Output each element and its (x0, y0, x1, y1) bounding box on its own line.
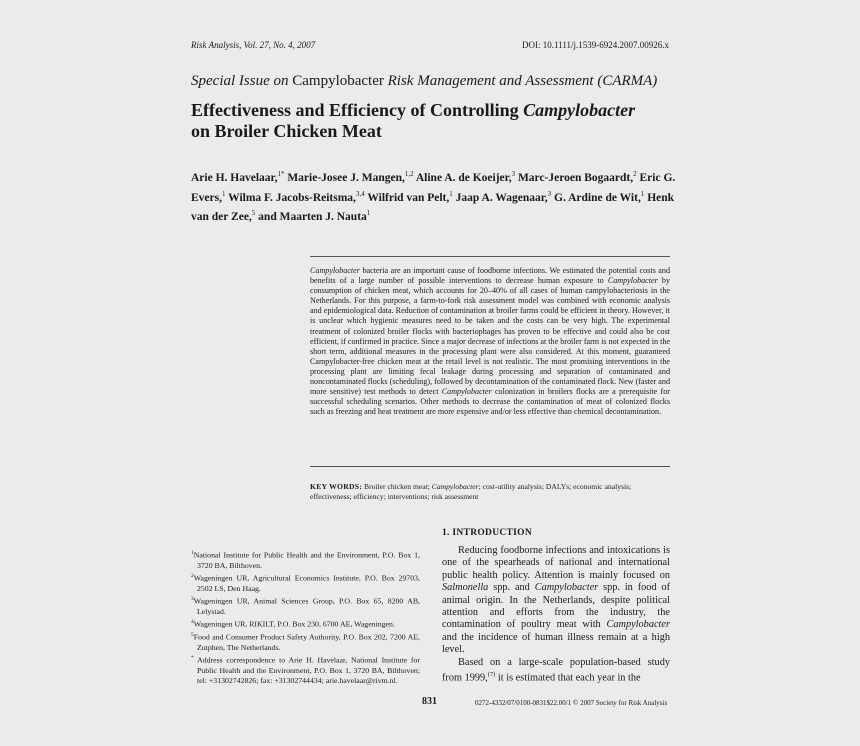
author-list (191, 166, 681, 225)
footnote: $^4$Wageningen UR, RIKILT, P.O. Box 230, 6700 AE, Wageningen. (191, 619, 395, 629)
introduction-body (442, 545, 670, 685)
author: Henk van der Zee,$^5$ (191, 191, 675, 224)
author: G. Ardine de Wit,$^1$ (554, 189, 645, 204)
copyright-line: 0272-4332/07/0100-0831$22.00/1 © 2007 Society for Risk Analysis (475, 699, 668, 707)
title-part-3: on Broiler Chicken Meat (191, 121, 382, 141)
author: Arie H. Havelaar,$^{1*}$ (191, 170, 285, 184)
title-part-2: Campylobacter (523, 100, 636, 120)
author: and Maarten J. Nauta$^1$ (258, 209, 371, 224)
special-issue-topic: Campylobacter (292, 73, 384, 89)
footnote: * Address correspondence to Arie H. Havelaar, National Institute for Public Health and the Environment, P.O. Box 1, 3720 BA, Bilthoven; tel: +31302742826; fax: +31302744434; arie.havelaar@rivm.nl. (191, 654, 420, 685)
abstract-bottom-rule (310, 466, 670, 467)
affiliation-footnotes (191, 548, 420, 686)
introduction-heading: 1. INTRODUCTION (442, 528, 533, 538)
page-number: 831 (422, 696, 437, 707)
footnote: $^3$Wageningen UR, Animal Sciences Group, P.O. Box 65, 8200 AB, Lelystad. (191, 596, 420, 616)
title-part-1: Effectiveness and Efficiency of Controlling (191, 100, 524, 120)
author: Marie-Josee J. Mangen,$^{1,2}$ (287, 170, 414, 184)
special-issue-suffix: Risk Management and Assessment (CARMA) (383, 73, 658, 89)
introduction-paragraph: Based on a large-scale population-based study from 1999,$^{(7)}$ it is estimated that each year in the (442, 656, 670, 684)
abstract-top-rule (310, 256, 670, 257)
doi-text: DOI: 10.1111/j.1539-6924.2007.00926.x (522, 40, 669, 50)
author: Marc-Jeroen Bogaardt,$^2$ (517, 170, 637, 184)
author: Jaap A. Wagenaar,$^3$ (455, 189, 552, 204)
footnote: $^5$Food and Consumer Product Safety Authority, P.O. Box 202, 7200 AE, Zutphen, The Netherlands. (191, 631, 420, 652)
abstract: Campylobacter bacteria are an important cause of foodborne infections. We estimated the potential costs and benefits of a large number of possible interventions to decrease human exposure to Campylobacter by consumption of chicken meat, which accounts for 20–40% of all cases of human campylobacteriosis in the Netherlands. For this purpose, a farm-to-fork risk assessment model was combined with economic analysis and epidemiological data. Reduction of contamination at broiler farms could be efficient in theory. However, it is unclear which hygienic measures need to be taken and the costs can be very high. The experimental treatment of colonized broiler flocks with bacteriophages has proven to be effective and could also be cost efficient, if confirmed in practice. Since a major decrease of infections at the broiler farm is not expected in the short term, additional measures in the processing plant were also considered. At this moment, guaranteed Campylobacter-free chicken meat at the retail level is not realistic. The most promising interventions in the processing plant are limiting fecal leakage during processing and separation of contaminated and noncontaminated flocks (scheduling), followed by decontamination of the contaminated flock. New (faster and more sensitive) test methods to detect Campylobacter colonization in broilers flocks are a prerequisite for successful scheduling scenarios. Other methods to decrease the contamination of meat of colonized flocks such as freezing and heat treatment are more expensive and/or less effective than chemical decontamination. (310, 266, 670, 417)
footnote: $^1$National Institute for Public Health and the Environment, P.O. Box 1, 3720 BA, Bilthoven. (191, 550, 420, 570)
author: Wilfrid van Pelt,$^1$ (367, 189, 453, 204)
paper-title (191, 100, 691, 142)
author: Aline A. de Koeijer,$^3$ (415, 170, 516, 184)
keywords: KEY WORDS: Broiler chicken meat; Campylobacter; cost-utility analysis; DALYs; economic analysis; effectiveness; efficiency; interventions; risk assessment (310, 482, 632, 501)
author: Eric G. Evers,$^1$ (191, 171, 676, 204)
abstract-lead: Campylobacter (310, 266, 360, 275)
footnote: $^2$Wageningen UR, Agricultural Economics Institute, P.O. Box 29703, 2502 LS, Den Haag. (191, 573, 420, 593)
citation-ref: (7) (487, 671, 496, 679)
journal-running-head: Risk Analysis, Vol. 27, No. 4, 2007 (191, 40, 316, 50)
special-issue-line (191, 73, 657, 90)
keywords-label: KEY WORDS: (310, 482, 363, 491)
author: Wilma F. Jacobs-Reitsma,$^{3,4}$ (228, 189, 365, 204)
introduction-paragraph: Reducing foodborne infections and intoxications is one of the spearheads of national and international public health policy. Attention is mainly focused on Salmonella spp. and Campylobacter spp. in food of animal origin. In the Netherlands, despite political attention and efforts from the industry, the contamination of poultry meat with Campylobacter and the incidence of human illness remain at a high level. (442, 545, 671, 656)
special-issue-prefix: Special Issue on (191, 73, 293, 89)
